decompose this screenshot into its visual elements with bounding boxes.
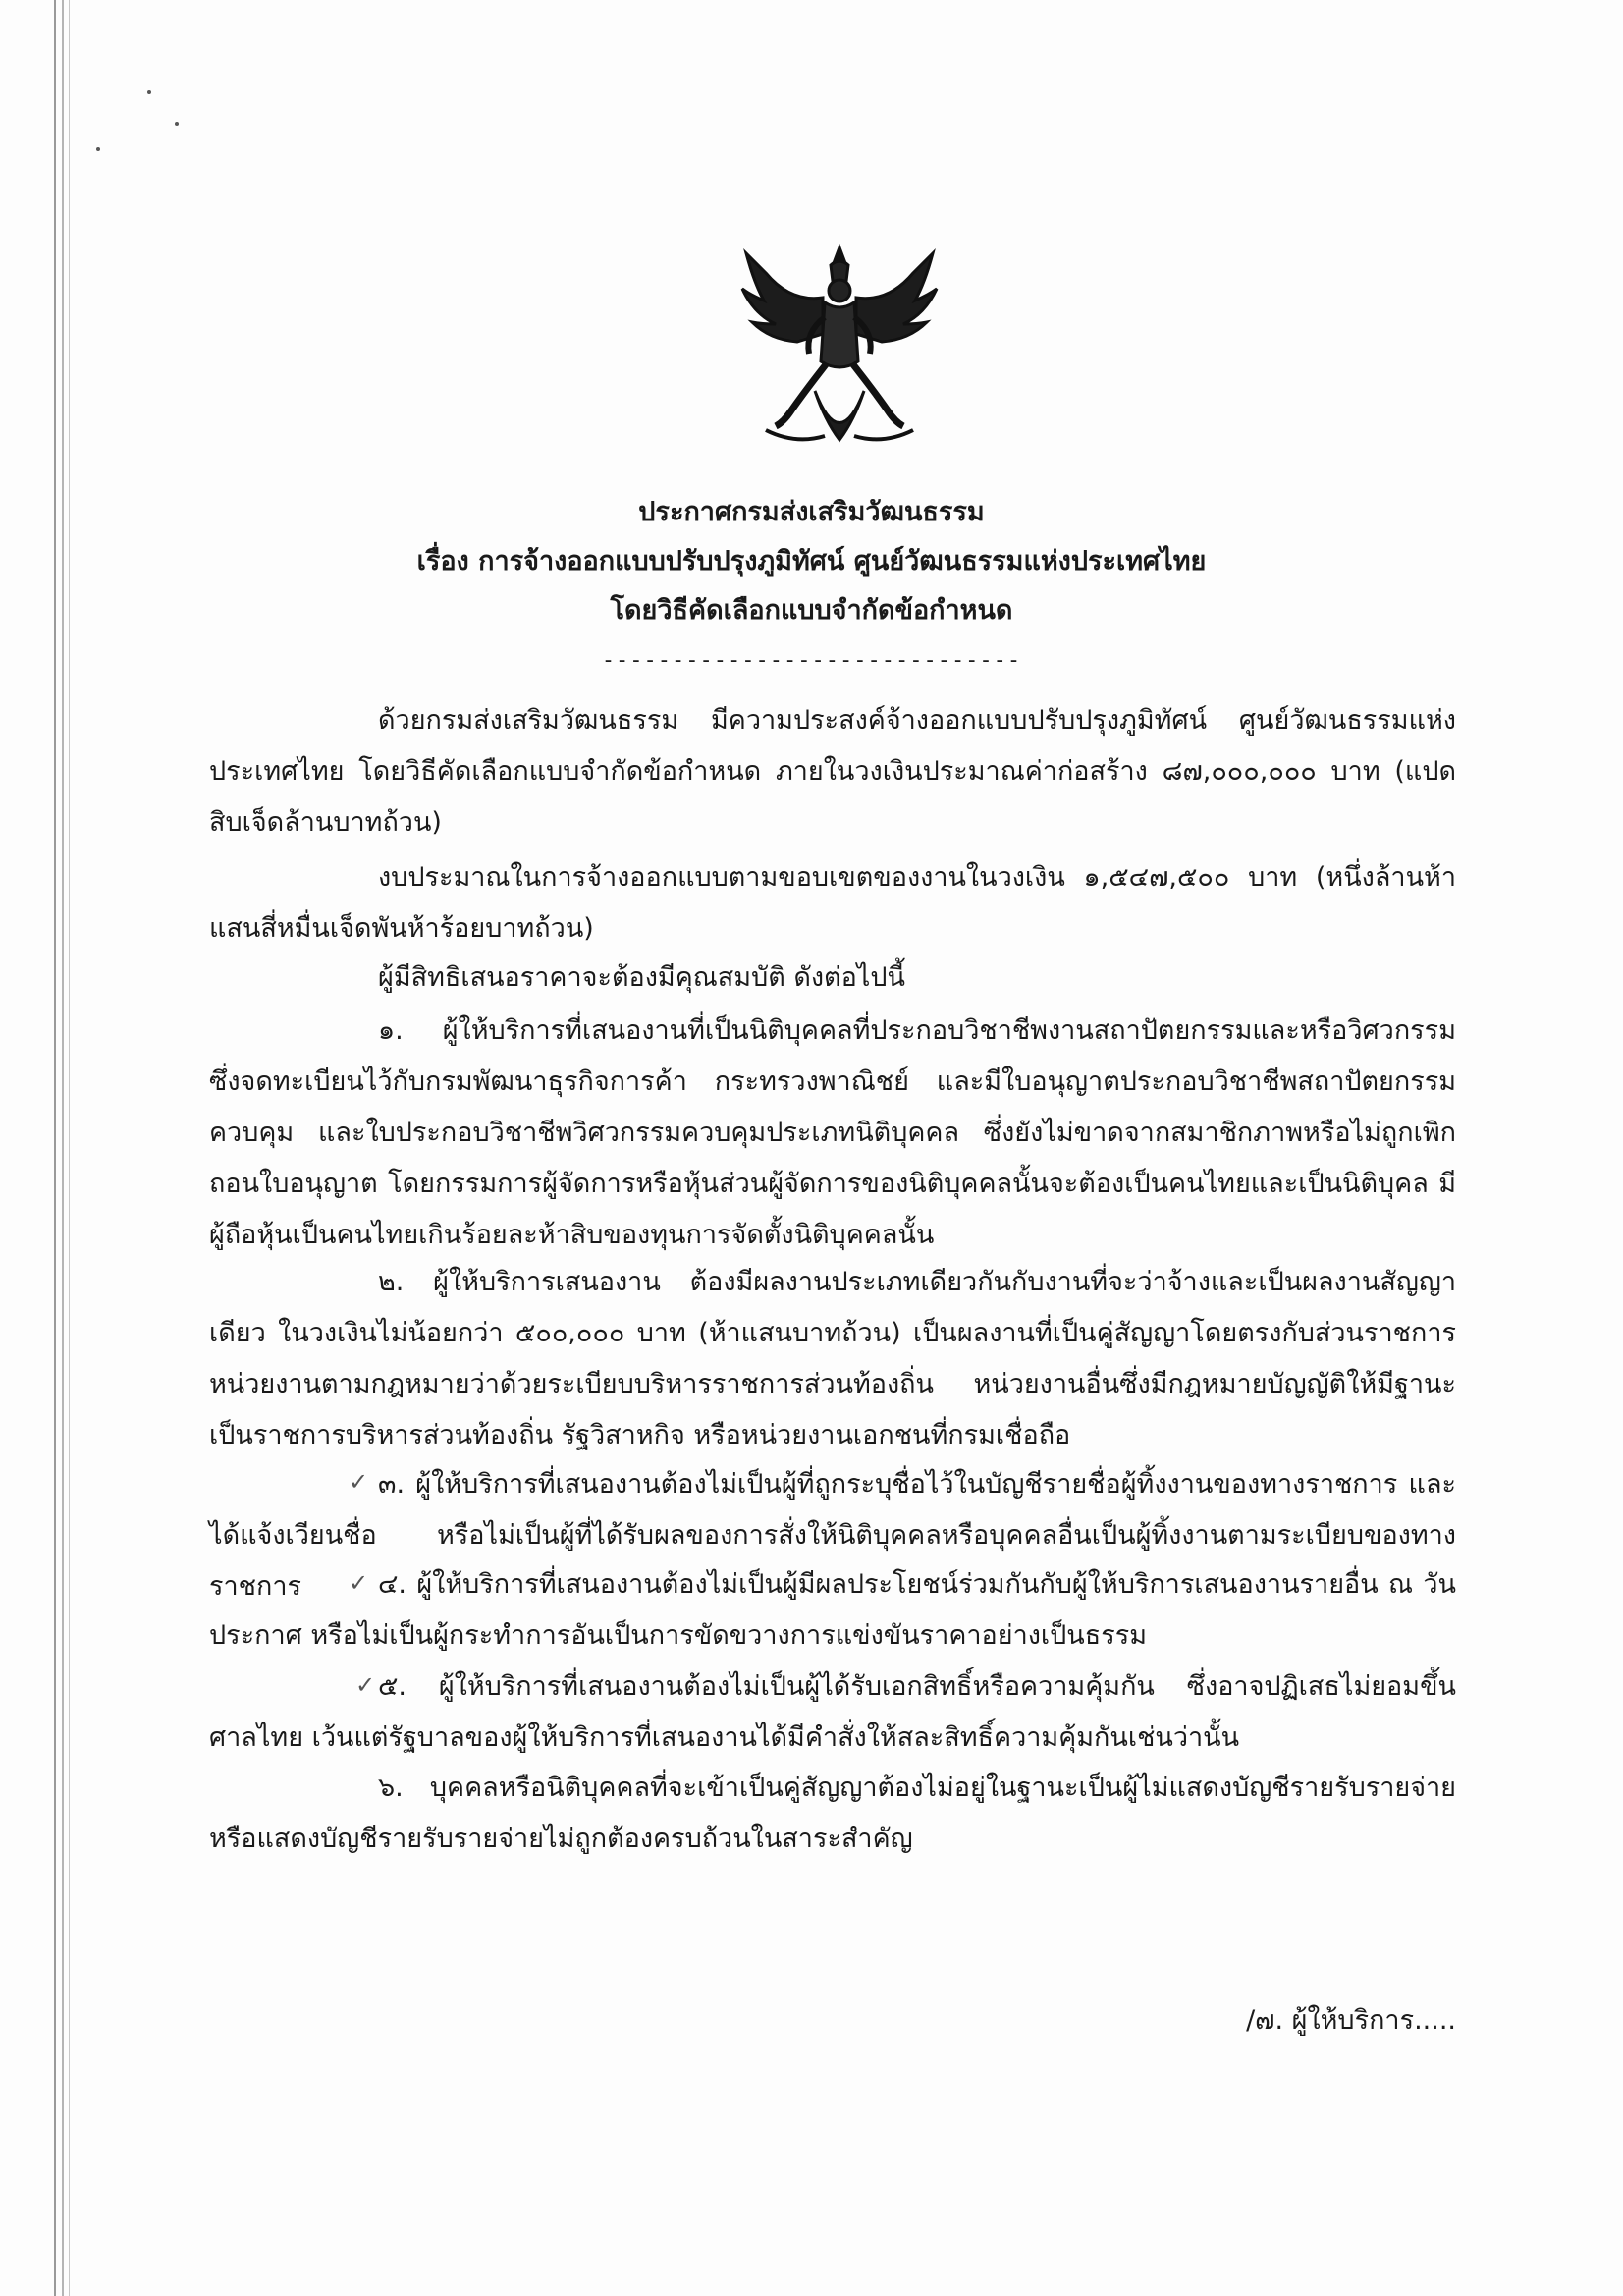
qualification-text-6: ๖. บุคคลหรือนิติบุคคลที่จะเข้าเป็นคู่สัญญาต้องไม่อยู่ในฐานะเป็นผู้ไม่แสดงบัญชีรายรับรายจ่ายหรือแสดงบัญชีรายรับรายจ่ายไม่ถูกต้องครบถ้วนในสาระสำคัญ xyxy=(209,1773,1456,1854)
garuda-emblem-icon xyxy=(736,244,943,455)
qualification-item-2 xyxy=(209,1257,1456,1467)
scan-edge-line xyxy=(54,0,56,2296)
qualifications-intro-text: ผู้มีสิทธิเสนอราคาจะต้องมีคุณสมบัติ ดังต่อไปนี้ xyxy=(378,962,905,993)
announcement-title: ประกาศกรมส่งเสริมวัฒนธรรม xyxy=(638,497,985,527)
announcement-method: โดยวิธีคัดเลือกแบบจำกัดข้อกำหนด xyxy=(610,595,1013,626)
intro-paragraph xyxy=(209,695,1456,854)
scan-edge-line xyxy=(69,0,70,2296)
budget-text: งบประมาณในการจ้างออกแบบตามขอบเขตของงานในวงเงิน ๑,๕๔๗,๕๐๐ บาท (หนึ่งล้านห้าแสนสี่หมื่นเจ็ดพันห้าร้อยบาทถ้วน) xyxy=(209,862,1456,944)
qualification-text-5: ๕. ผู้ให้บริการที่เสนองานต้องไม่เป็นผู้ได้รับเอกสิทธิ์หรือความคุ้มกัน ซึ่งอาจปฏิเสธไม่ยอมขึ้นศาลไทย เว้นแต่รัฐบาลของผู้ให้บริการที่เสนองานได้มีคำสั่งให้สละสิทธิ์ความคุ้มกันเช่นว่านั้น xyxy=(209,1671,1456,1753)
handwritten-check-icon: ✓ xyxy=(349,1468,369,1496)
handwritten-check-icon: ✓ xyxy=(355,1671,376,1699)
qualifications-heading xyxy=(209,953,1456,1010)
qualification-text-1: ๑. ผู้ให้บริการที่เสนองานที่เป็นนิติบุคคลที่ประกอบวิชาชีพงานสถาปัตยกรรมและหรือวิศวกรรม ซึ่งจดทะเบียนไว้กับกรมพัฒนาธุรกิจการค้า กระทรวงพาณิชย์ และมีใบอนุญาตประกอบวิชาชีพสถาปัตยกรรมควบคุม และใบประกอบวิชาชีพวิศวกรรมควบคุมประเภทนิติบุคคล ซึ่งยังไม่ขาดจากสมาชิกภาพหรือไม่ถูกเพิกถอนใบอนุญาต โดยกรรมการผู้จัดการหรือหุ้นส่วนผู้จัดการของนิติบุคคลนั้นจะต้องเป็นคนไทยและเป็นนิติบุคล มีผู้ถือหุ้นเป็นคนไทยเกินร้อยละห้าสิบของทุนการจัดตั้งนิติบุคคลนั้น xyxy=(209,1015,1456,1250)
scan-speck xyxy=(96,147,100,151)
qualification-text-3: ๓. ผู้ให้บริการที่เสนองานต้องไม่เป็นผู้ที่ถูกระบุชื่อไว้ในบัญชีรายชื่อผู้ทิ้งงานของทางราชการ และได้แจ้งเวียนชื่อ หรือไม่เป็นผู้ที่ได้รับผลของการสั่งให้นิติบุคคลหรือบุคคลอื่นเป็นผู้ทิ้งงานตามระเบียบของทางราชการ xyxy=(209,1469,1456,1602)
qualification-text-4: ๔. ผู้ให้บริการที่เสนองานต้องไม่เป็นผู้มีผลประโยชน์ร่วมกันกับผู้ให้บริการเสนองานรายอื่น ณ วันประกาศ หรือไม่เป็นผู้กระทำการอันเป็นการขัดขวางการแข่งขันราคาอย่างเป็นธรรม xyxy=(209,1569,1456,1651)
qualification-item-6 xyxy=(209,1763,1456,1871)
scan-speck xyxy=(147,90,151,94)
title-separator: ------------------------------ xyxy=(601,648,1022,673)
qualification-item-4 xyxy=(209,1559,1456,1667)
qualification-item-1 xyxy=(209,1006,1456,1267)
page-continuation: /๗. ผู้ให้บริการ..... xyxy=(1246,2005,1456,2036)
intro-text: ด้วยกรมส่งเสริมวัฒนธรรม มีความประสงค์จ้างออกแบบปรับปรุงภูมิทัศน์ ศูนย์วัฒนธรรมแห่งประเทศไทย โดยวิธีคัดเลือกแบบจำกัดข้อกำหนด ภายในวงเงินประมาณค่าก่อสร้าง ๘๗,๐๐๐,๐๐๐ บาท (แปดสิบเจ็ดล้านบาทถ้วน) xyxy=(209,705,1456,838)
scan-speck xyxy=(175,122,179,126)
handwritten-check-icon: ✓ xyxy=(349,1569,369,1597)
qualification-item-5 xyxy=(209,1662,1456,1770)
qualification-text-2: ๒. ผู้ให้บริการเสนองาน ต้องมีผลงานประเภทเดียวกันกับงานที่จะว่าจ้างและเป็นผลงานสัญญาเดียว ในวงเงินไม่น้อยกว่า ๕๐๐,๐๐๐ บาท (ห้าแสนบาทถ้วน) เป็นผลงานที่เป็นคู่สัญญาโดยตรงกับส่วนราชการ หน่วยงานตามกฎหมายว่าด้วยระเบียบบริหารราชการส่วนท้องถิ่น หน่วยงานอื่นซึ่งมีกฎหมายบัญญัติให้มีฐานะเป็นราชการบริหารส่วนท้องถิ่น รัฐวิสาหกิจ หรือหน่วยงานเอกชนที่กรมเชื่อถือ xyxy=(209,1267,1456,1450)
budget-paragraph xyxy=(209,852,1456,960)
scan-edge-line xyxy=(62,0,64,2296)
announcement-subject: เรื่อง การจ้างออกแบบปรับปรุงภูมิทัศน์ ศูนย์วัฒนธรรมแห่งประเทศไทย xyxy=(416,546,1207,576)
